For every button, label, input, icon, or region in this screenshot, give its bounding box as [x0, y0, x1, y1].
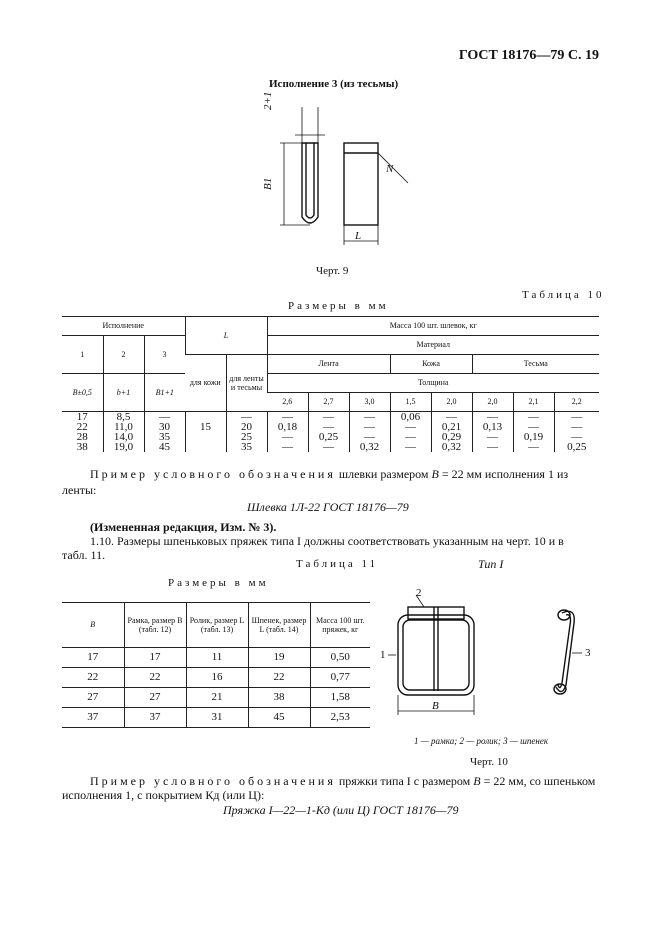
page-header: ГОСТ 18176—79 С. 19	[458, 48, 599, 63]
amendment: (Измененная редакция, Изм. № 3).	[90, 520, 277, 534]
cell: 0,21	[431, 422, 472, 432]
example2-var: B	[473, 774, 481, 788]
cell: —	[267, 432, 308, 442]
cell: 45	[144, 442, 185, 452]
cell: 38	[248, 688, 310, 708]
cell: —	[513, 412, 554, 423]
table10	[62, 316, 599, 452]
t11-head-b: B	[62, 603, 124, 648]
cell: —	[308, 442, 349, 452]
th-tesma: Тесьма	[472, 355, 599, 374]
cell: 22	[124, 668, 186, 688]
th-tolshchina: Толщина	[267, 374, 599, 393]
example1-text3: ленты:	[62, 483, 97, 497]
example2-line	[90, 774, 605, 789]
cell: —	[144, 412, 185, 423]
fig10-n3: 3	[585, 647, 591, 659]
table10-units: Размеры в мм	[288, 300, 389, 312]
fig9-caption-top: Исполнение 3 (из тесьмы)	[269, 78, 399, 90]
cell: —	[349, 422, 390, 432]
cell: 17	[124, 648, 186, 668]
fig9-dim-n: N	[386, 163, 394, 175]
example2-text1: пряжки типа I с размером	[338, 774, 471, 788]
cell: 11,0	[103, 422, 144, 432]
example2-text3: исполнения 1, с покрытием Кд (или Ц):	[62, 788, 265, 802]
th-thick: 2,1	[513, 393, 554, 412]
table11-label: Таблица 11	[296, 558, 379, 570]
cell: —	[513, 442, 554, 452]
cell: 27	[62, 688, 124, 708]
cell: —	[554, 412, 599, 423]
cell: 17	[62, 648, 124, 668]
cell: 0,29	[431, 432, 472, 442]
cell: 28	[76, 431, 88, 443]
fig9-caption: Черт. 9	[316, 265, 349, 277]
t11-head-shpenek: Шпенек, размер L (табл. 14)	[248, 603, 310, 648]
cell: —	[472, 442, 513, 452]
cell: —	[308, 412, 349, 423]
cell: 0,32	[431, 442, 472, 452]
cell: —	[472, 412, 513, 423]
th-b-plus: b+1	[103, 374, 144, 412]
cell: 1,58	[310, 688, 370, 708]
cell: 37	[62, 708, 124, 728]
cell: 17	[76, 411, 88, 423]
buckle-frame	[398, 607, 474, 695]
strap-front	[344, 143, 378, 225]
fig10-dim-b: B	[432, 700, 439, 712]
th-material: Материал	[267, 336, 599, 355]
th-c3: 3	[144, 336, 185, 374]
th-thick: 2,0	[431, 393, 472, 412]
cell: 0,50	[310, 648, 370, 668]
fig10-n2: 2	[416, 587, 422, 599]
cell: 16	[186, 668, 248, 688]
fig9-dim-l: L	[355, 230, 362, 242]
example2-lead: Пример условного обозначения	[90, 774, 336, 788]
cell: —	[390, 422, 431, 432]
para-110-line1: 1.10. Размеры шпеньковых пряжек типа I должны соответствовать указанным на черт. 10 и в	[90, 534, 564, 548]
table-row	[62, 648, 370, 668]
t11-head-rolik: Ролик, размер L (табл. 13)	[186, 603, 248, 648]
table-row	[62, 668, 370, 688]
fig9-dim-2: 2+1	[262, 91, 274, 110]
cell: 0,32	[349, 442, 390, 452]
cell	[185, 442, 226, 452]
cell: —	[554, 422, 599, 432]
fig9-dim-b1: B1	[262, 177, 274, 190]
para-110-line2: табл. 11.	[62, 548, 106, 562]
cell: —	[390, 432, 431, 442]
example1-designation: Шлевка 1Л-22 ГОСТ 18176—79	[247, 500, 409, 514]
fig10-drawing	[376, 585, 606, 735]
cell: 27	[124, 688, 186, 708]
th-massa: Масса 100 шт. шлевок, кг	[267, 317, 599, 336]
table-row	[62, 442, 599, 452]
th-b1-plus: B1+1	[144, 374, 185, 412]
fig10-type-label: Тип I	[478, 557, 504, 571]
cell: —	[390, 442, 431, 452]
th-c2: 2	[103, 336, 144, 374]
cell: 35	[144, 432, 185, 442]
cell	[185, 432, 226, 442]
th-thick: 2,0	[472, 393, 513, 412]
th-thick: 2,6	[267, 393, 308, 412]
cell: 2,53	[310, 708, 370, 728]
th-c1: 1	[62, 336, 103, 374]
fig10-caption: Черт. 10	[470, 756, 508, 768]
cell: —	[267, 412, 308, 423]
th-b-tol: B±0,5	[62, 374, 103, 412]
example1-text1: шлевки размером	[338, 467, 429, 481]
th-kozha: Кожа	[390, 355, 472, 374]
table-row	[62, 708, 370, 728]
cell: 15	[185, 422, 226, 432]
example1-text2: = 22 мм исполнения 1 из	[441, 467, 569, 481]
th-thick: 3,0	[349, 393, 390, 412]
cell: —	[267, 442, 308, 452]
cell: 20	[226, 422, 267, 432]
cell: 22	[76, 421, 88, 433]
cell: —	[349, 432, 390, 442]
fig10-n1: 1	[380, 649, 386, 661]
example2-designation: Пряжка I—22—1-Кд (или Ц) ГОСТ 18176—79	[223, 803, 459, 817]
example2-text2: = 22 мм, со шпеньком	[483, 774, 596, 788]
table11-units: Размеры в мм	[168, 577, 269, 589]
cell: —	[472, 432, 513, 442]
cell: 30	[144, 422, 185, 432]
cell: —	[513, 422, 554, 432]
th-thick: 2,2	[554, 393, 599, 412]
cell: 0,18	[267, 422, 308, 432]
strap-profile	[302, 143, 318, 223]
table11	[62, 602, 370, 728]
t11-head-massa: Масса 100 шт. пряжек, кг	[310, 603, 370, 648]
cell: —	[308, 422, 349, 432]
cell: 19	[248, 648, 310, 668]
cell: 0,13	[472, 422, 513, 432]
example1-lead: Пример условного обозначения	[90, 467, 336, 481]
th-dlya-kozhi: для кожи	[185, 355, 226, 412]
cell: 19,0	[103, 442, 144, 452]
table10-label: Таблица 10	[522, 289, 605, 301]
cell: 22	[62, 668, 124, 688]
th-thick: 2,7	[308, 393, 349, 412]
cell: 14,0	[103, 432, 144, 442]
cell: 0,77	[310, 668, 370, 688]
th-lenta: Лента	[267, 355, 390, 374]
cell: —	[431, 412, 472, 423]
cell: 25	[226, 432, 267, 442]
cell: 37	[124, 708, 186, 728]
example1-var: B	[431, 467, 439, 481]
fig10-legend: 1 — рамка; 2 — ролик; 3 — шпенек	[414, 736, 549, 746]
cell: 31	[186, 708, 248, 728]
cell: 11	[186, 648, 248, 668]
cell: 21	[186, 688, 248, 708]
cell: 0,25	[554, 442, 599, 452]
cell: 0,06	[390, 412, 431, 423]
cell: 0,25	[308, 432, 349, 442]
cell: 8,5	[103, 412, 144, 423]
cell: 35	[226, 442, 267, 452]
table-row	[62, 688, 370, 708]
cell: —	[554, 432, 599, 442]
cell: —	[226, 412, 267, 423]
t11-head-ramka: Рамка, размер B (табл. 12)	[124, 603, 186, 648]
example1-line	[90, 467, 600, 482]
th-thick: 1,5	[390, 393, 431, 412]
cell: 45	[248, 708, 310, 728]
buckle-side	[554, 610, 574, 694]
cell: 38	[76, 441, 88, 453]
cell: 0,19	[513, 432, 554, 442]
cell: 22	[248, 668, 310, 688]
cell: —	[349, 412, 390, 423]
th-dlya-lenty: для ленты и тесьмы	[226, 355, 267, 412]
th-L: L	[185, 317, 267, 355]
th-ispolnenie: Исполнение	[62, 317, 185, 336]
